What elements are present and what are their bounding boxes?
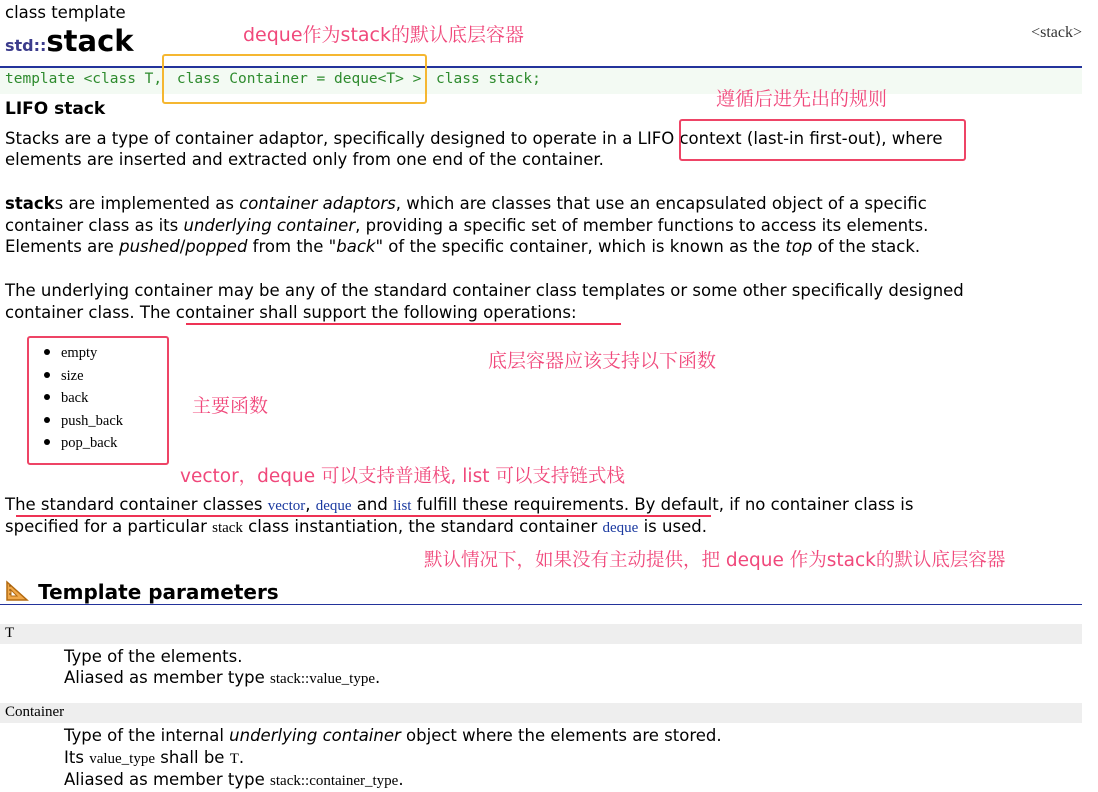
operations-highlight-box (27, 336, 169, 465)
paragraph-2-line-2 (5, 215, 928, 236)
code-stack: stack (212, 520, 243, 536)
p4-text: class instantiation, the standard container (242, 517, 603, 536)
param-text: object where the elements are stored. (400, 726, 722, 745)
param-name-bar (0, 703, 1082, 723)
p2-text: of the stack. (812, 237, 921, 256)
p2-text: , providing a specific set of member functions to access its elements. (355, 216, 929, 235)
param-italic: underlying container (229, 726, 401, 745)
operation-name: pop_back (61, 435, 118, 452)
p4-text: The standard container classes (5, 495, 268, 514)
operation-name: empty (61, 345, 98, 361)
p2-italic: "back" (328, 237, 384, 256)
annotation-default-deque: 默认情况下，如果没有主动提供，把 deque 作为stack的默认底层容器 (424, 550, 1006, 571)
param-text: . (375, 668, 381, 687)
annotation-vector-deque-list: vector，deque 可以支持普通栈, list 可以支持链式栈 (180, 466, 625, 487)
param-container-desc-2 (64, 747, 244, 770)
paragraph-2-line-1 (5, 193, 927, 214)
annotation-lifo-rule: 遵循后进先出的规则 (716, 88, 888, 110)
link-vector[interactable]: vector (267, 498, 306, 514)
p2-text: from the (247, 237, 329, 256)
p2-bold: stack (5, 194, 55, 213)
p2-text: of the specific container, which is known as the (383, 237, 786, 256)
class-name: stack (46, 24, 134, 58)
paragraph-4-line-1 (5, 494, 913, 517)
header-link[interactable]: <stack> (1031, 24, 1082, 41)
code-value-type: stack::value_type (270, 671, 376, 687)
param-name-container: Container (5, 704, 65, 720)
section-title: LIFO stack (5, 99, 106, 119)
orange-highlight-box (162, 54, 427, 104)
link-list[interactable]: list (393, 498, 412, 514)
param-name-bar (0, 624, 1082, 644)
param-container-desc-1 (64, 725, 722, 746)
code-value-type: value_type (89, 751, 155, 767)
p4-text: , (305, 495, 316, 514)
p2-text: / (179, 237, 186, 256)
p1-after: where (891, 129, 943, 148)
link-deque[interactable]: deque (602, 520, 639, 536)
param-text: shall be (155, 748, 230, 767)
class-kind-label: class template (5, 3, 126, 22)
decl-prefix: template <class T, (5, 71, 163, 87)
p2-italic: popped (185, 237, 248, 256)
operation-name: push_back (61, 412, 124, 429)
p2-italic: top (785, 237, 813, 256)
code-t: T (229, 751, 239, 767)
code-container-type: stack::container_type (270, 773, 399, 789)
namespace-label: std:: (5, 36, 47, 55)
p2-italic: underlying container (183, 216, 356, 235)
annotation-required-functions: 底层容器应该支持以下函数 (488, 350, 717, 372)
param-t-desc-1: Type of the elements. (64, 647, 243, 666)
decl-container: class Container = deque<T> > (176, 71, 422, 87)
operation-name: back (61, 390, 89, 407)
p2-text: Elements are (5, 237, 120, 256)
p4-text: and (351, 495, 394, 514)
param-name-t: T (5, 625, 15, 641)
param-text: Aliased as member type (64, 668, 271, 687)
operation-name: size (61, 367, 84, 384)
decl-suffix: class stack; (436, 71, 541, 87)
link-deque[interactable]: deque (315, 498, 352, 514)
p1-highlight: LIFO context (last-in first-out), (637, 129, 887, 148)
param-t-desc-2 (64, 667, 380, 690)
underline-operations (186, 323, 621, 325)
p2-italic: pushed (119, 237, 180, 256)
template-params-heading (5, 580, 279, 604)
paragraph-3-line-1: The underlying container may be any of the standard container class templates or some other specifically designed (5, 281, 964, 300)
page-title (5, 24, 134, 58)
paragraph-3-line-2: container class. The container shall support the following operations: (5, 303, 577, 322)
param-text: . (238, 748, 245, 767)
p2-text: container class as its (5, 216, 184, 235)
param-text: Aliased as member type (64, 770, 271, 789)
p2-text: s are implemented as (54, 194, 240, 213)
p1-text: Stacks are a type of container adaptor, specifically designed to operate in a (5, 129, 633, 148)
param-text: Type of the internal (64, 726, 230, 745)
p4-text: fulfill these requirements. By default, if no container class is (411, 495, 914, 514)
annotation-main-functions: 主要函数 (192, 395, 269, 417)
p4-text: is used. (638, 517, 707, 536)
paragraph-1-line-2: elements are inserted and extracted only from one end of the container. (5, 150, 604, 169)
p4-text: specified for a particular (5, 517, 213, 536)
ruler-triangle-icon (5, 580, 29, 602)
param-container-desc-3 (64, 769, 404, 792)
p2-italic: container adaptors (239, 194, 396, 213)
template-params-title: Template parameters (38, 580, 279, 604)
annotation-default-container: deque作为stack的默认底层容器 (243, 24, 524, 46)
lifo-highlight-box (679, 119, 966, 161)
param-text: . (398, 770, 404, 789)
p2-text: , which are classes that use an encapsulated object of a specific (395, 194, 927, 213)
paragraph-2-line-3 (5, 236, 920, 257)
template-params-rule (0, 604, 1082, 605)
param-text: Its (64, 748, 90, 767)
paragraph-4-line-2 (5, 516, 707, 539)
